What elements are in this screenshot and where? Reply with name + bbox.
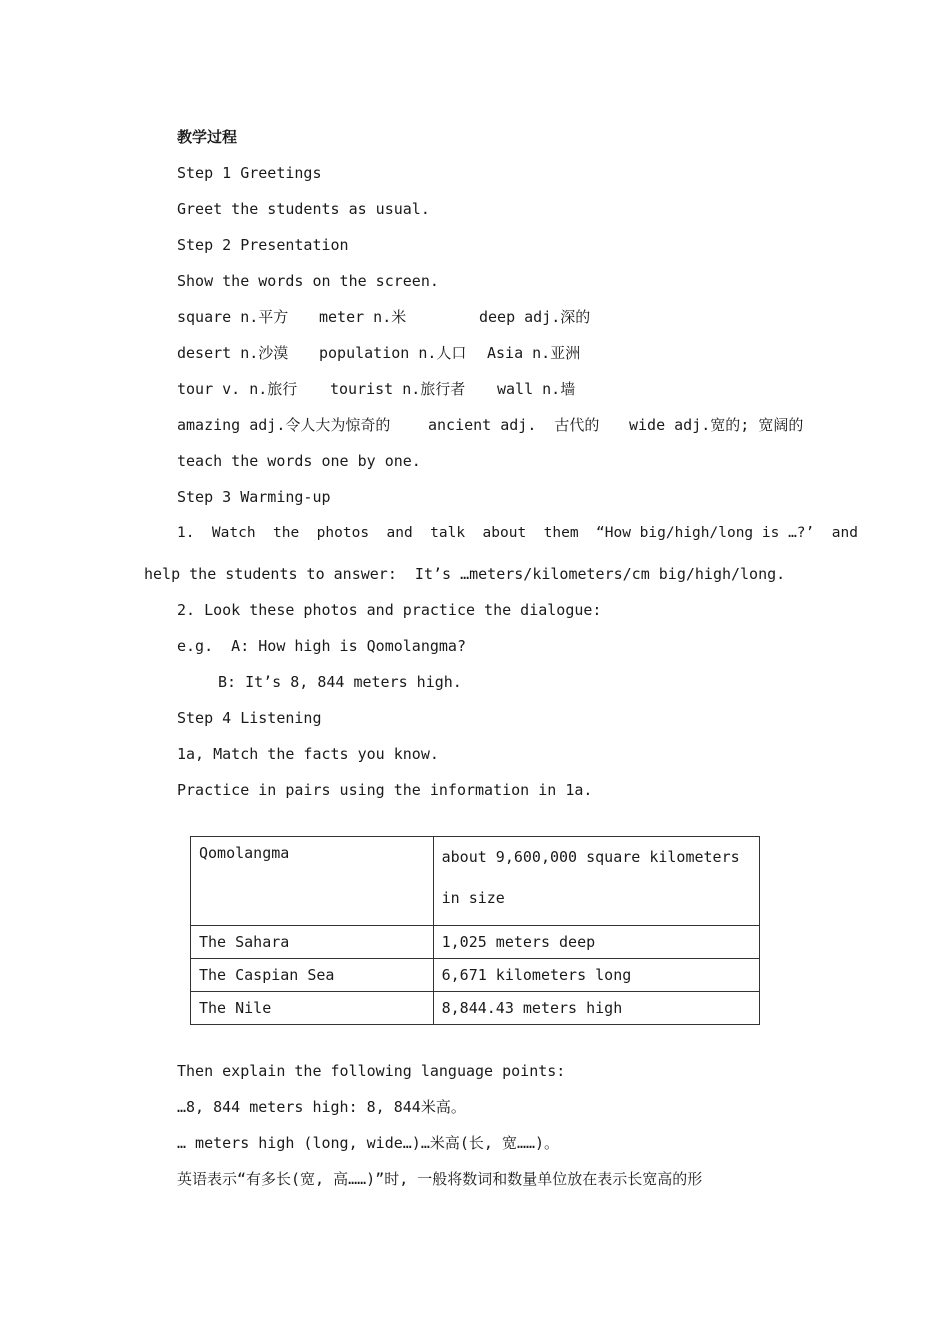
step3-title: Step 3 Warming-up — [177, 488, 331, 506]
table-cell: The Nile — [191, 992, 434, 1025]
table-cell: The Caspian Sea — [191, 959, 434, 992]
vocab-item: Asia n.亚洲 — [487, 344, 581, 362]
step3-item1-line2: help the students to answer: It’s …meters/kilometers/cm big/high/long. — [144, 565, 786, 583]
vocab-item: tour v. n.旅行 — [177, 380, 298, 398]
table-row — [191, 837, 760, 926]
vocab-item: population n.人口 — [319, 344, 467, 362]
vocab-item: amazing adj.令人大为惊奇的 — [177, 416, 391, 434]
table-cell: Qomolangma — [191, 837, 434, 926]
table-cell: 6,671 kilometers long — [433, 959, 759, 992]
vocab-item: tourist n.旅行者 — [330, 380, 466, 398]
step4-title: Step 4 Listening — [177, 709, 322, 727]
example-b: B: It’s 8, 844 meters high. — [218, 673, 462, 691]
vocab-item: deep adj.深的 — [479, 308, 591, 326]
vocab-item: ancient adj. 古代的 — [428, 416, 600, 434]
page-heading: 教学过程 — [177, 128, 238, 146]
step1-text: Greet the students as usual. — [177, 200, 430, 218]
step2-intro: Show the words on the screen. — [177, 272, 439, 290]
vocab-item: square n.平方 — [177, 308, 289, 326]
step3-item1-line1: 1. Watch the photos and talk about them “How big/high/long is …?’ and — [177, 525, 858, 541]
language-point-1: …8, 844 meters high: 8, 844米高。 — [177, 1098, 466, 1116]
language-point-3: 英语表示“有多长(宽, 高……)”时, 一般将数词和数量单位放在表示长宽高的形 — [177, 1170, 703, 1188]
table-row — [191, 992, 760, 1025]
step2-title: Step 2 Presentation — [177, 236, 349, 254]
vocab-item: desert n.沙漠 — [177, 344, 289, 362]
table-row — [191, 959, 760, 992]
table-row — [191, 926, 760, 959]
table-cell: 8,844.43 meters high — [433, 992, 759, 1025]
table-cell: 1,025 meters deep — [433, 926, 759, 959]
language-point-2: … meters high (long, wide…)…米高(长, 宽……)。 — [177, 1134, 560, 1152]
step2-outro: teach the words one by one. — [177, 452, 421, 470]
step3-item2: 2. Look these photos and practice the dialogue: — [177, 601, 602, 619]
step1-title: Step 1 Greetings — [177, 164, 322, 182]
table-cell-text: about 9,600,000 square kilometers in size — [441, 848, 740, 907]
table-cell: The Sahara — [191, 926, 434, 959]
step4-task: 1a, Match the facts you know. — [177, 745, 439, 763]
step4-practice: Practice in pairs using the information in 1a. — [177, 781, 593, 799]
vocab-item: wide adj.宽的; 宽阔的 — [629, 416, 804, 434]
explain-intro: Then explain the following language points: — [177, 1062, 566, 1080]
example-a: e.g. A: How high is Qomolangma? — [177, 637, 466, 655]
vocab-item: wall n.墙 — [497, 380, 576, 398]
vocab-item: meter n.米 — [319, 308, 407, 326]
facts-table — [190, 836, 760, 1025]
table-cell — [433, 837, 759, 926]
